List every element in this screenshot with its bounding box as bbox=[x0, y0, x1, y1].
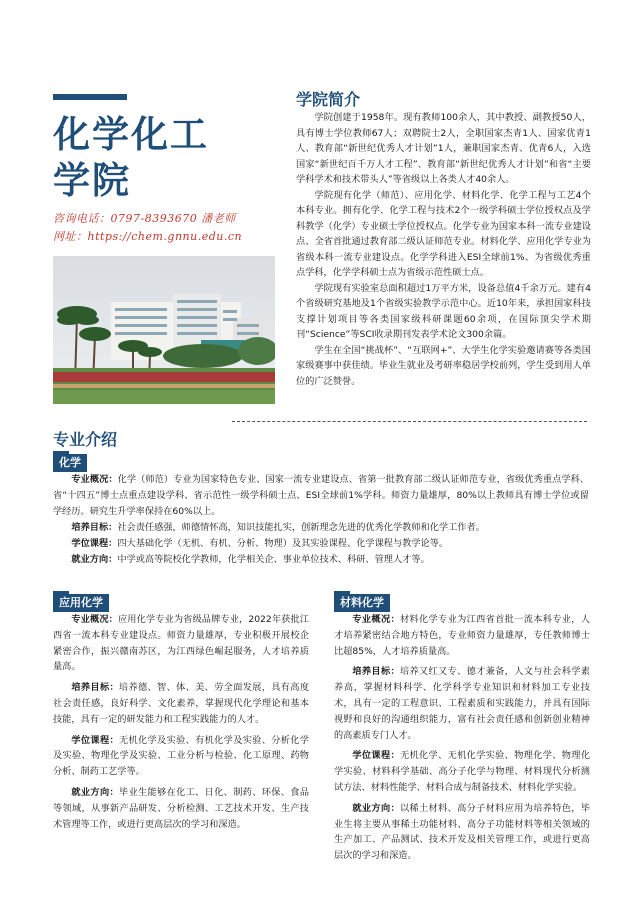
materials-careers: 就业方向：以稀土材料、高分子材料应用为培养特色，毕业生将主要从事稀土功能材料、高分子功能材料等相关领域的生产加工、产品测试、技术开发及相关管理工作，或进行更高层次的学习和深造。 bbox=[334, 802, 591, 862]
title-accent-bar bbox=[53, 94, 127, 100]
campus-illustration bbox=[53, 256, 275, 404]
applied-careers: 就业方向：毕业生能够在化工、日化、制药、环保、食品等领域，从事新产品研发、分析检测、工艺技术开发、生产技术管理等工作，或进行更高层次的学习和深造。 bbox=[53, 786, 310, 830]
materials-chemistry-section bbox=[334, 612, 590, 869]
chemistry-goal: 培养目标：社会责任感强，师德情怀高，知识技能扎实，创新理念先进的优秀化学教师和化学工作者。 bbox=[71, 522, 485, 533]
campus-photo bbox=[53, 256, 275, 404]
materials-courses: 学位课程：无机化学、无机化学实验、物理化学、物理化学实验、材料科学基础、高分子化学与物理、材料现代分析测试方法、材料性能学、材料合成与制备技术、材料化学实验。 bbox=[334, 750, 591, 793]
college-title bbox=[53, 112, 209, 204]
contact-phone: 咨询电话：0797-8393670 潘老师 bbox=[53, 212, 236, 225]
major-tag-chemistry: 化学 bbox=[53, 454, 87, 472]
intro-text bbox=[296, 110, 591, 389]
applied-chemistry-section bbox=[53, 612, 309, 837]
chemistry-courses: 学位课程：四大基础化学（无机、有机、分析、物理）及其实验课程、化学课程与教学论等。 bbox=[71, 538, 449, 549]
intro-paragraph: 学生在全国“挑战杯”、“互联网+”、大学生化学实验邀请赛等各类国家级赛事中获佳绩。毕业生就业及考研率稳居学校前列，学生受到用人单位的广泛赞誉。 bbox=[296, 344, 591, 387]
college-title-line1: 化学化工 bbox=[53, 113, 209, 156]
chemistry-section bbox=[53, 472, 589, 568]
materials-goal: 培养目标：培养又红又专、德才兼备，人文与社会科学素养高，掌握材料科学、化学科学专业知识和材料加工专业技术，具有一定的工程意识、工程素质和实践能力，并具有国际视野和良好的沟通组织能力，富有社会责任感和创新创业精神的高素质专门人才。 bbox=[334, 666, 591, 741]
major-tag-applied-chemistry: 应用化学 bbox=[53, 594, 109, 612]
contact-website[interactable]: 网址：https://chem.gnnu.edu.cn bbox=[53, 230, 243, 243]
chemistry-overview: 专业概况：化学（师范）专业为国家特色专业、国家一流专业建设点、省第一批教育部二级认证师范专业，省级优秀重点学科、省“十四五”博士点重点建设学科、省示范性一级学科硕士点、ESI全球前1%学科。师资力量雄厚，80%以上教师具有博士学位或留学经历。研究生升学率保持在60%以上。 bbox=[53, 474, 590, 517]
applied-overview: 专业概况：应用化学专业为省级品牌专业，2022年获批江西省一流本科专业建设点。师资力量雄厚，专业积极开展校企紧密合作，振兴赣南苏区，为江西绿色崛起服务，人才培养质量高。 bbox=[53, 614, 309, 673]
chemistry-careers: 就业方向：中学或高等院校化学教师，化学相关企、事业单位技术、科研、管理人才等。 bbox=[71, 554, 430, 565]
majors-heading: 专业介绍 bbox=[53, 430, 118, 449]
intro-heading: 学院简介 bbox=[296, 90, 361, 109]
intro-paragraph: 学院现有实验室总面积超过1万平方米，设备总值4千余万元。建有4个省级研究基地及1个省级实验教学示范中心。近10年来，承担国家科技支撑计划项目等各类国家级科研课题60余项，在国际顶尖学术期刊“Science”等SCI收录期刊发表学术论文300余篇。 bbox=[296, 282, 591, 340]
intro-paragraph: 学院现有化学（师范）、应用化学、材料化学、化学工程与工艺4个本科专业。拥有化学、化学工程与技术2个一级学科硕士学位授权点及学科教学（化学）专业硕士学位授权点。化学专业为国家本科一流专业建设点、全省首批通过教育部二级认证师范专业。材料化学、应用化学专业为省级本科一流专业建设点。化学学科进入ESI全球前1%、为省级优秀重点学科，化学学科硕士点为省级示范性硕士点。 bbox=[296, 189, 591, 278]
applied-courses: 学位课程：无机化学及实验、有机化学及实验、分析化学及实验、物理化学及实验、工业分析与检验、化工原理、药物分析、制药工艺学等。 bbox=[53, 734, 310, 778]
major-tag-materials-chemistry: 材料化学 bbox=[334, 594, 390, 612]
intro-paragraph: 学院创建于1958年。现有教师100余人，其中教授、副教授50人，具有博士学位教师67人；双聘院士2人，全职国家杰青1人、国家优青1人、教育部“新世纪优秀人才计划”1人，兼职国家杰青、优青6人，入选国家“新世纪百千万人才工程”、教育部“新世纪优秀人才计划”和省“主要学科学术和技术带头人”等省级以上各类人才40余人。 bbox=[296, 112, 591, 185]
college-title-line2: 学院 bbox=[53, 159, 131, 202]
materials-overview: 专业概况：材料化学专业为江西省首批一流本科专业，人才培养紧密结合地方特色，专业师资力量雄厚，专任教师博士比超85%，人才培养质量高。 bbox=[334, 614, 591, 657]
section-divider bbox=[232, 421, 587, 422]
applied-goal: 培养目标：培养德、智、体、美、劳全面发展，具有高度社会责任感，良好科学、文化素养，掌握现代化学理论和基本技能，具有一定的研发能力和工程实践能力的人才。 bbox=[53, 682, 310, 725]
